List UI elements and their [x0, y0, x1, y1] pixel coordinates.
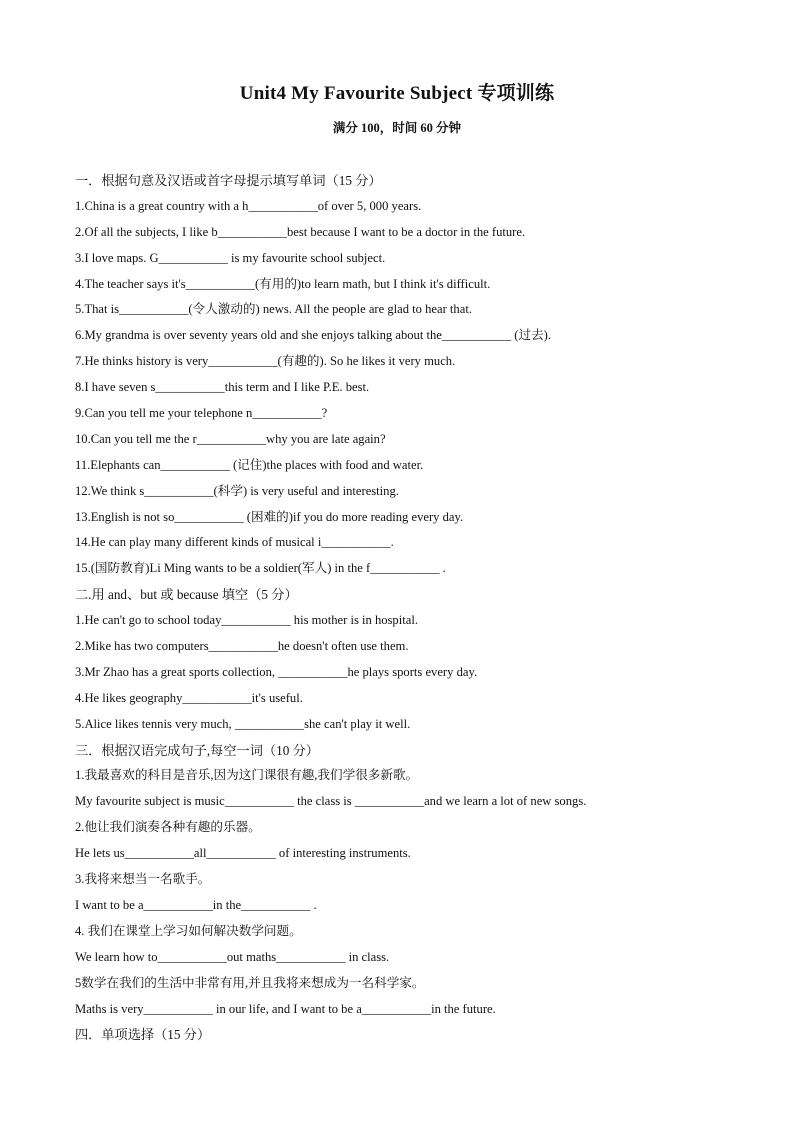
question-line: My favourite subject is music___________ the class is ___________and we learn a lot of new songs.: [75, 794, 587, 809]
question-line: 8.I have seven s___________this term and I like P.E. best.: [75, 380, 370, 395]
question-line: 5.Alice likes tennis very much, ___________she can't play it well.: [75, 716, 411, 731]
question-line: I want to be a___________in the___________ .: [75, 897, 317, 912]
section-heading: 二.用 and、but 或 because 填空（5 分）: [75, 587, 298, 603]
question-line: We learn how to___________out maths___________ in class.: [75, 949, 390, 964]
worksheet-content: [75, 168, 735, 1048]
chinese-prompt: 1.我最喜欢的科目是音乐,因为这门课很有趣,我们学很多新歌。: [75, 768, 419, 783]
question-line: 2.Mike has two computers___________he doesn't often use them.: [75, 639, 409, 654]
section-heading: 一．根据句意及汉语或首字母提示填写单词（15 分）: [75, 173, 382, 188]
question-line: 2.Of all the subjects, I like b___________best because I want to be a doctor in the future.: [75, 224, 526, 239]
question-line: 6.My grandma is over seventy years old and she enjoys talking about the___________ (过去).: [75, 328, 552, 343]
question-line: Maths is very___________ in our life, and I want to be a___________in the future.: [75, 1001, 496, 1016]
question-line: 1.China is a great country with a h___________of over 5, 000 years.: [75, 198, 422, 213]
chinese-prompt: 5数学在我们的生活中非常有用,并且我将来想成为一名科学家。: [75, 975, 425, 990]
question-line: He lets us___________all___________ of interesting instruments.: [75, 846, 411, 861]
question-line: 3.Mr Zhao has a great sports collection, ___________he plays sports every day.: [75, 664, 478, 679]
question-line: 12.We think s___________(科学) is very useful and interesting.: [75, 483, 399, 498]
page-title: Unit4 My Favourite Subject 专项训练: [239, 83, 555, 104]
question-line: 9.Can you tell me your telephone n___________?: [75, 406, 328, 421]
question-line: 1.He can't go to school today___________ his mother is in hospital.: [75, 613, 418, 628]
question-line: 3.I love maps. G___________ is my favourite school subject.: [75, 250, 386, 265]
section-heading: 四．单项选择（15 分）: [75, 1027, 211, 1043]
question-line: 11.Elephants can___________ (记住)the places with food and water.: [75, 457, 424, 472]
chinese-prompt: 4. 我们在课堂上学习如何解决数学问题。: [75, 923, 302, 938]
question-line: 15.(国防教育)Li Ming wants to be a soldier(军人) in the f___________ .: [75, 561, 446, 576]
question-line: 13.English is not so___________ (困难的)if you do more reading every day.: [75, 509, 464, 524]
question-line: 4.The teacher says it's___________(有用的)to learn math, but I think it's difficult.: [75, 276, 491, 291]
question-line: 5.That is___________(令人激动的) news. All the people are glad to hear that.: [75, 302, 472, 317]
page-subtitle: 满分 100，时间 60 分钟: [332, 121, 462, 135]
section-heading: 三．根据汉语完成句子,每空一词（10 分）: [75, 742, 319, 758]
question-line: 10.Can you tell me the r___________why you are late again?: [75, 431, 386, 446]
chinese-prompt: 2.他让我们演奏各种有趣的乐器。: [75, 820, 261, 835]
chinese-prompt: 3.我将来想当一名歌手。: [75, 872, 211, 887]
question-line: 14.He can play many different kinds of musical i___________.: [75, 535, 394, 550]
question-line: 4.He likes geography___________it's useful.: [75, 690, 303, 705]
question-line: 7.He thinks history is very___________(有趣的). So he likes it very much.: [75, 354, 456, 369]
